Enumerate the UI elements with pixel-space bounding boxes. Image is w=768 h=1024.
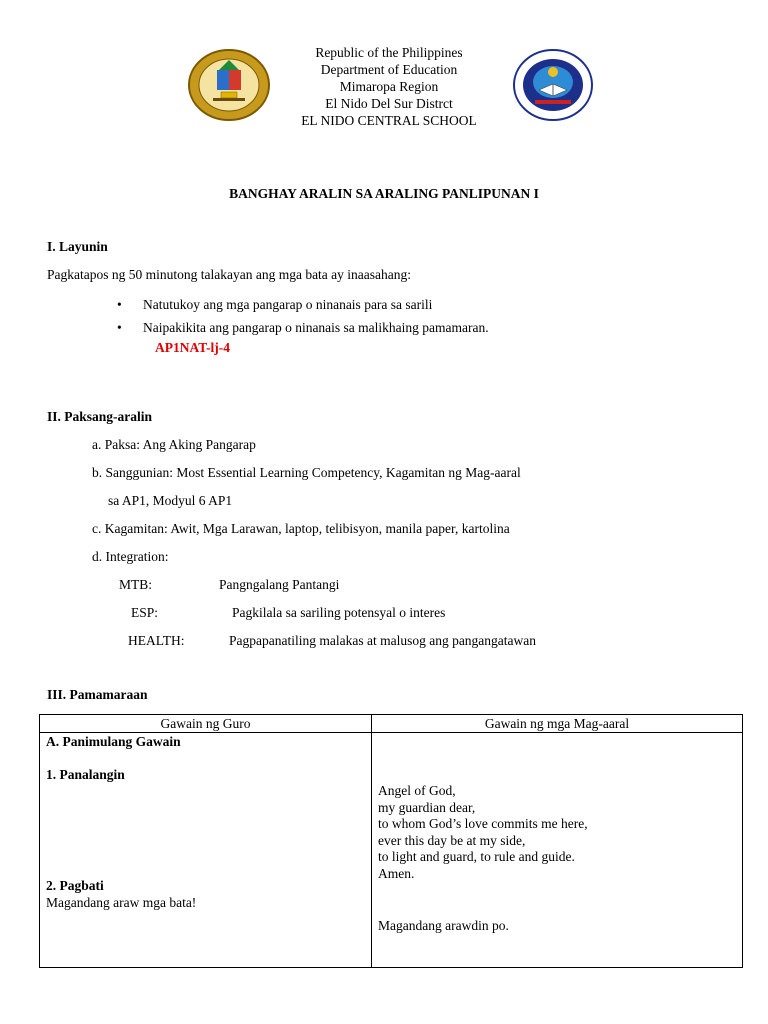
integration-line: d. Integration:: [92, 549, 169, 564]
integration-health-value: Pagpapanatiling malakas at malusog ang pangangatawan: [229, 633, 537, 648]
header-line-department: Department of Education: [320, 62, 458, 77]
integration-health-label: HEALTH:: [128, 633, 185, 648]
prayer-line: ever this day be at my side,: [378, 832, 526, 848]
sanggunian-line-1: b. Sanggunian: Most Essential Learning Competency, Kagamitan ng Mag-aaral: [92, 465, 521, 480]
competency-code: AP1NAT-lj-4: [155, 340, 230, 355]
header-line-district: El Nido Del Sur Distrct: [325, 96, 453, 111]
bullet-icon: •: [117, 320, 122, 335]
bullet-icon: •: [117, 297, 122, 312]
integration-esp-label: ESP:: [131, 605, 159, 620]
document-title: BANGHAY ARALIN SA ARALING PANLIPUNAN I: [229, 186, 539, 201]
layunin-bullet-2: [117, 320, 489, 336]
table-header-row: [40, 715, 743, 733]
pagbati-step: 2. Pagbati: [46, 878, 104, 893]
header-line-region: Mimaropa Region: [339, 79, 439, 94]
prayer-line: Amen.: [378, 865, 415, 881]
table-row: [40, 733, 743, 968]
bullet-text: Naipakikita ang pangarap o ninanais sa malikhaing pamamaran.: [143, 320, 489, 335]
column-header-guro: Gawain ng Guro: [40, 715, 372, 733]
layunin-intro: Pagkatapos ng 50 minutong talakayan ang mga bata ay inaasahang:: [47, 267, 412, 282]
paksang-aralin-heading: II. Paksang-aralin: [47, 409, 153, 424]
header-line-school: EL NIDO CENTRAL SCHOOL: [301, 113, 477, 128]
paksa-line: a. Paksa: Ang Aking Pangarap: [92, 437, 256, 452]
column-header-mag-aaral: Gawain ng mga Mag-aaral: [372, 715, 743, 733]
mag-aaral-cell: [372, 733, 743, 968]
integration-mtb-label: MTB:: [119, 577, 153, 592]
header-line-republic: Republic of the Philippines: [315, 45, 463, 60]
response-text: Magandang arawdin po.: [378, 918, 509, 933]
prayer-line: to light and guard, to rule and guide.: [378, 849, 575, 864]
guro-cell: [40, 733, 372, 968]
greeting-text: Magandang araw mga bata!: [46, 895, 197, 910]
panimulang-gawain-heading: A. Panimulang Gawain: [46, 734, 181, 749]
layunin-heading: I. Layunin: [47, 239, 108, 254]
layunin-bullet-1: [117, 297, 432, 313]
lesson-procedure-table: [39, 714, 743, 968]
integration-mtb-value: Pangngalang Pantangi: [219, 577, 340, 592]
integration-esp-value: Pagkilala sa sariling potensyal o interes: [232, 605, 446, 620]
pamamaraan-heading: III. Pamamaraan: [47, 687, 148, 702]
kagamitan-line: c. Kagamitan: Awit, Mga Larawan, laptop, telibisyon, manila paper, kartolina: [92, 521, 510, 536]
bullet-text: Natutukoy ang mga pangarap o ninanais para sa sarili: [143, 297, 433, 312]
prayer-block: [378, 783, 588, 882]
sanggunian-line-2: sa AP1, Modyul 6 AP1: [108, 493, 233, 508]
prayer-line: my guardian dear,: [378, 799, 476, 815]
prayer-line: to whom God’s love commits me here,: [378, 816, 588, 831]
prayer-line: Angel of God,: [378, 783, 456, 798]
panalangin-step: 1. Panalangin: [46, 767, 125, 782]
header-block: [250, 44, 528, 129]
